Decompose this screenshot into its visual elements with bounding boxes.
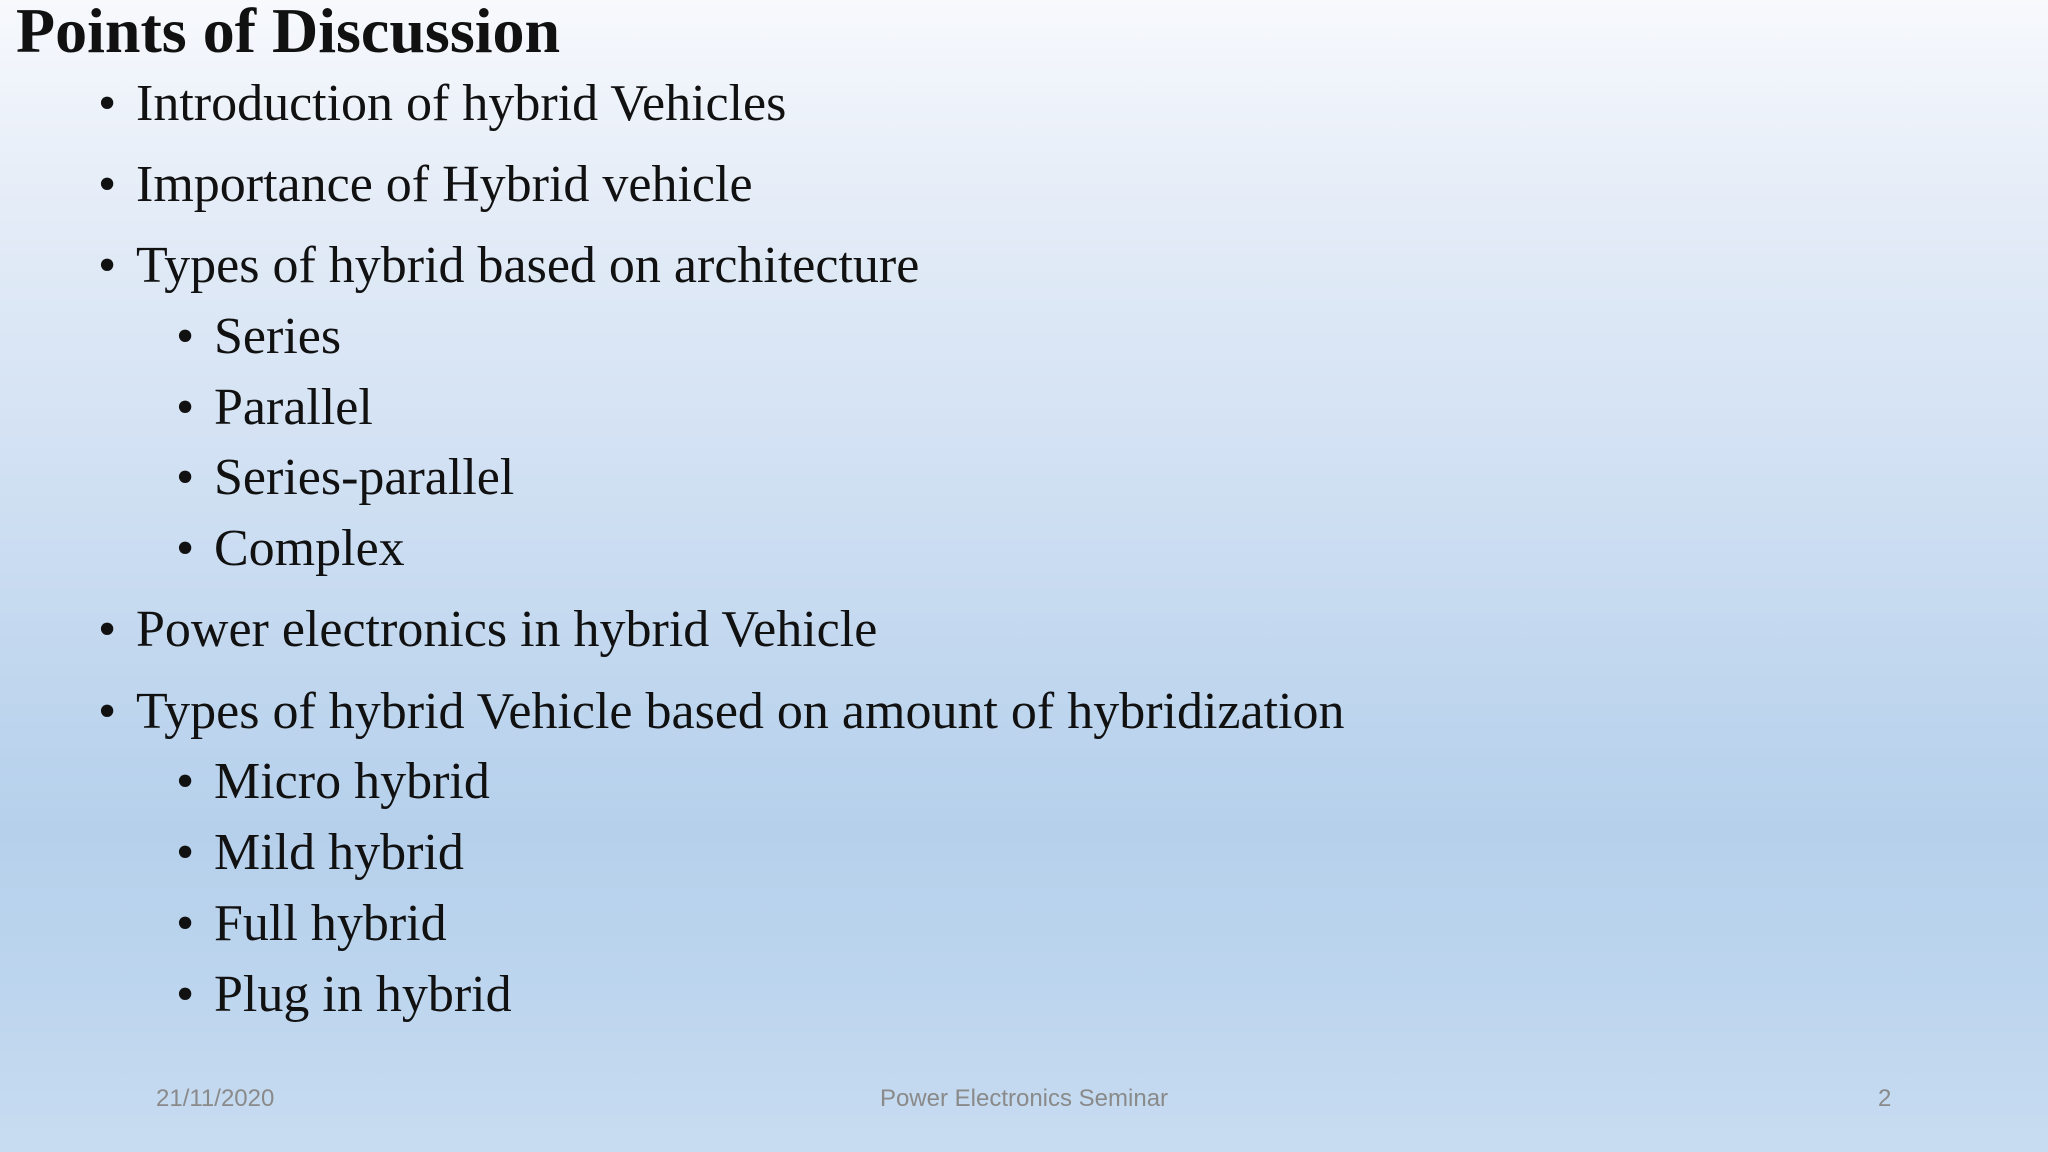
bullet-icon: • [176, 753, 195, 810]
footer-date: 21/11/2020 [156, 1085, 275, 1112]
footer-title: Power Electronics Seminar [879, 1085, 1169, 1112]
bullet-text: Mild hybrid [214, 824, 464, 881]
slide-title: Points of Discussion [16, 0, 561, 66]
sub-bullet-item [176, 308, 342, 365]
bullet-item [98, 75, 787, 132]
bullet-icon: • [176, 824, 195, 881]
bullet-icon: • [176, 895, 195, 952]
sub-bullet-item [176, 753, 490, 810]
bullet-icon: • [176, 520, 195, 577]
bullet-icon: • [176, 379, 195, 436]
bullet-icon: • [176, 308, 195, 365]
bullet-icon: • [176, 449, 195, 506]
sub-bullet-item [176, 824, 464, 881]
bullet-text: Importance of Hybrid vehicle [136, 156, 753, 213]
sub-bullet-item [176, 379, 373, 436]
bullet-text: Parallel [214, 379, 373, 436]
bullet-icon: • [98, 601, 117, 658]
sub-bullet-item [176, 449, 515, 506]
bullet-text: Types of hybrid Vehicle based on amount of hybridization [136, 683, 1345, 740]
bullet-icon: • [98, 683, 117, 740]
bullet-text: Micro hybrid [214, 753, 490, 810]
bullet-text: Series-parallel [214, 449, 515, 506]
bullet-text: Full hybrid [214, 895, 447, 952]
bullet-item [98, 683, 1345, 740]
bullet-icon: • [98, 156, 117, 213]
bullet-icon: • [98, 237, 117, 294]
bullet-text: Power electronics in hybrid Vehicle [136, 601, 878, 658]
bullet-icon: • [98, 75, 117, 132]
bullet-text: Introduction of hybrid Vehicles [136, 75, 787, 132]
bullet-item [98, 156, 753, 213]
footer-page-number: 2 [1878, 1085, 1892, 1112]
bullet-text: Complex [214, 520, 405, 577]
bullet-icon: • [176, 966, 195, 1023]
sub-bullet-item [176, 895, 447, 952]
bullet-item [98, 601, 878, 658]
sub-bullet-item [176, 520, 405, 577]
bullet-text: Series [214, 308, 342, 365]
bullet-item [98, 237, 920, 294]
sub-bullet-item [176, 966, 512, 1023]
bullet-text: Plug in hybrid [214, 966, 512, 1023]
bullet-text: Types of hybrid based on architecture [136, 237, 920, 294]
